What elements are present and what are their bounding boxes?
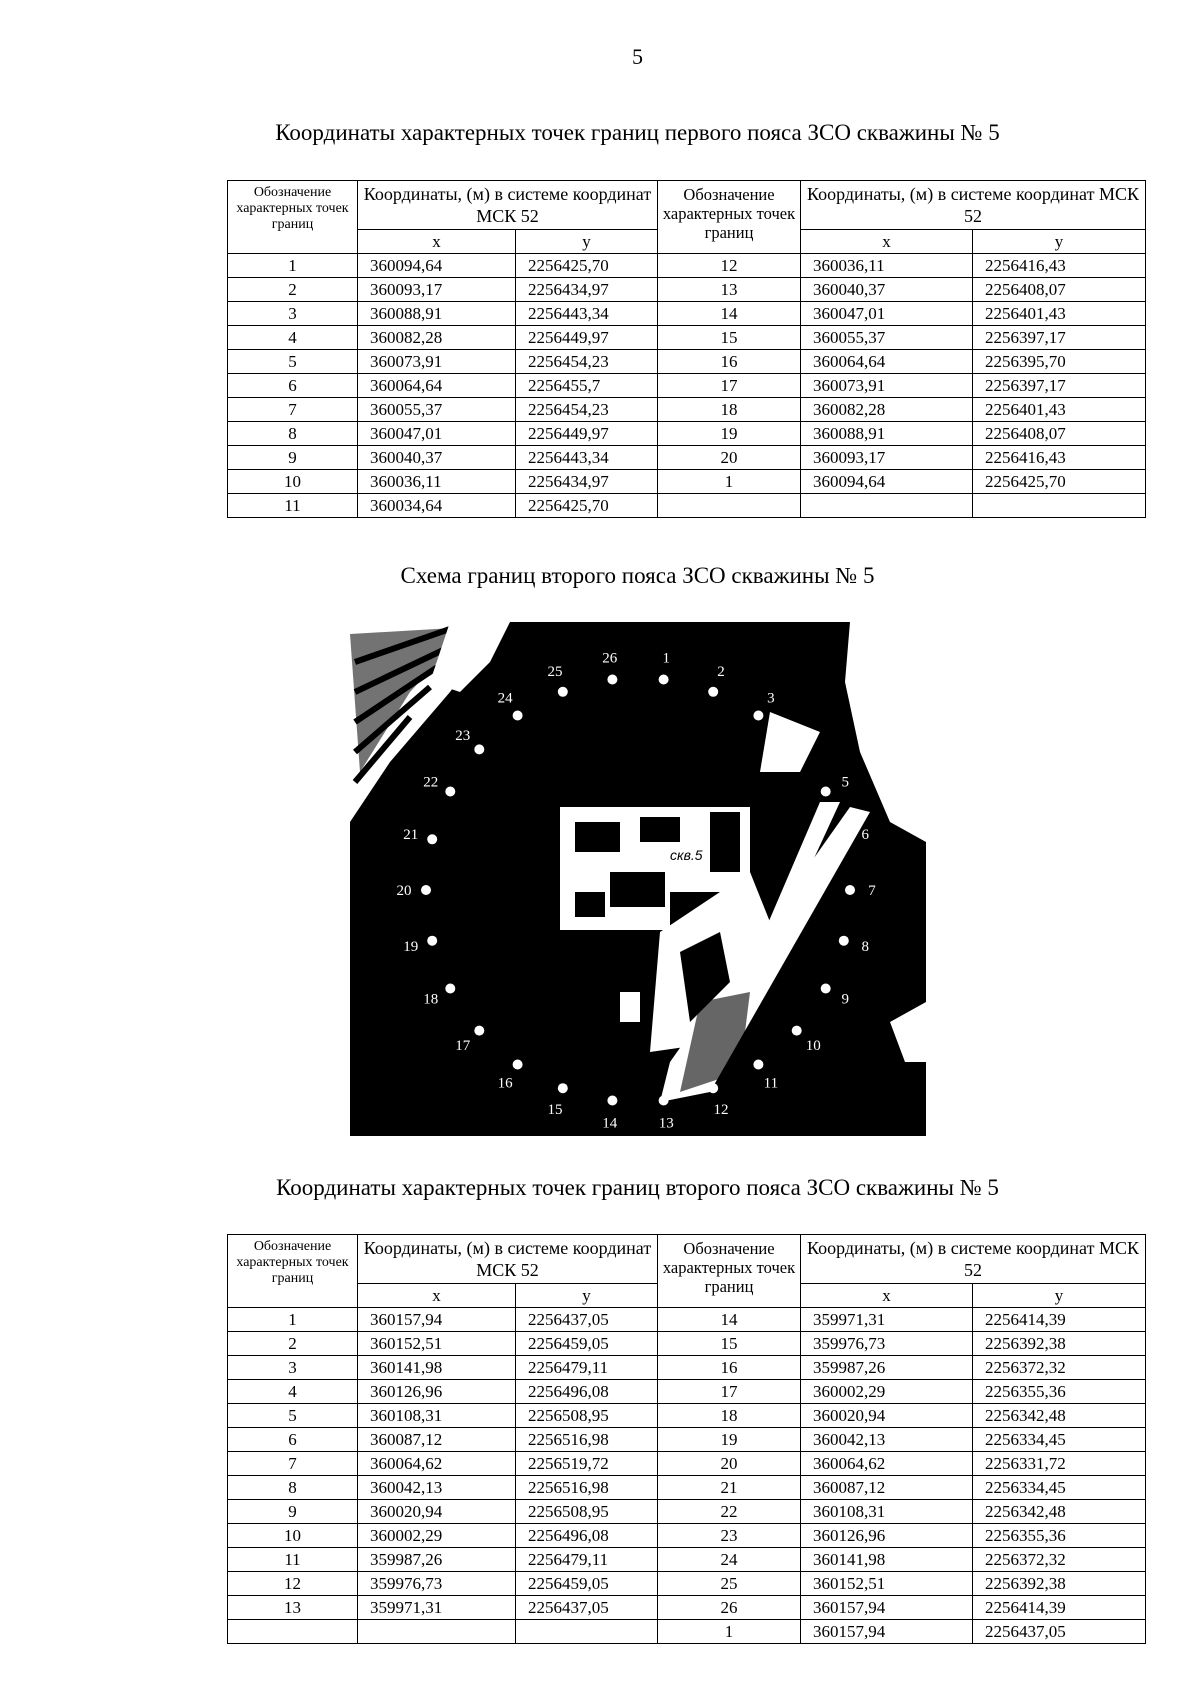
boundary-point-label: 14 bbox=[602, 1115, 618, 1132]
y-value: 2256449,97 bbox=[516, 326, 658, 350]
x-value: 360055,37 bbox=[801, 326, 973, 350]
point-number: 10 bbox=[228, 1524, 358, 1548]
point-number: 16 bbox=[658, 350, 801, 374]
terrain-patch bbox=[890, 1002, 926, 1062]
y-value: 2256443,34 bbox=[516, 302, 658, 326]
point-number: 22 bbox=[658, 1500, 801, 1524]
y-value: 2256434,97 bbox=[516, 470, 658, 494]
x-value: 360141,98 bbox=[801, 1548, 973, 1572]
x-value: 359971,31 bbox=[801, 1308, 973, 1332]
x-value: 360020,94 bbox=[801, 1404, 973, 1428]
y-value: 2256519,72 bbox=[516, 1452, 658, 1476]
boundary-point bbox=[839, 834, 849, 844]
zone-boundary-scheme bbox=[350, 622, 926, 1136]
point-number bbox=[228, 1620, 358, 1644]
y-value: 2256454,23 bbox=[516, 350, 658, 374]
second-zone-coordinates-table bbox=[227, 1234, 1146, 1644]
point-number: 12 bbox=[228, 1572, 358, 1596]
x-value: 360047,01 bbox=[358, 422, 516, 446]
x-value: 360064,64 bbox=[358, 374, 516, 398]
y-value: 2256416,43 bbox=[973, 446, 1146, 470]
boundary-point-label: 22 bbox=[423, 774, 439, 791]
table-row bbox=[228, 494, 1146, 518]
x-value: 359987,26 bbox=[801, 1356, 973, 1380]
table-row bbox=[228, 350, 1146, 374]
boundary-point bbox=[474, 744, 484, 754]
point-number: 21 bbox=[658, 1476, 801, 1500]
table-row bbox=[228, 302, 1146, 326]
boundary-point-label: 25 bbox=[547, 664, 563, 681]
y-value: 2256437,05 bbox=[516, 1596, 658, 1620]
y-value: 2256425,70 bbox=[973, 470, 1146, 494]
boundary-point-label: 10 bbox=[805, 1038, 821, 1055]
point-number: 6 bbox=[228, 374, 358, 398]
boundary-point-label: 20 bbox=[396, 883, 412, 899]
y-value: 2256392,38 bbox=[973, 1332, 1146, 1356]
coords-header: Координаты, (м) в системе координат МСК 52 bbox=[801, 181, 1146, 230]
y-value: 2256516,98 bbox=[516, 1428, 658, 1452]
y-value: 2256434,97 bbox=[516, 278, 658, 302]
x-value: 360088,91 bbox=[358, 302, 516, 326]
point-number: 4 bbox=[228, 326, 358, 350]
x-value: 360093,17 bbox=[358, 278, 516, 302]
point-number: 17 bbox=[658, 1380, 801, 1404]
x-value: 360082,28 bbox=[801, 398, 973, 422]
boundary-point-label: 1 bbox=[662, 650, 670, 667]
boundary-point-label: 8 bbox=[861, 939, 869, 955]
point-number: 26 bbox=[658, 1596, 801, 1620]
y-value: 2256334,45 bbox=[973, 1428, 1146, 1452]
table-row bbox=[228, 1596, 1146, 1620]
y-value: 2256408,07 bbox=[973, 278, 1146, 302]
point-number: 12 bbox=[658, 254, 801, 278]
building-detail bbox=[610, 872, 665, 907]
y-value: 2256355,36 bbox=[973, 1524, 1146, 1548]
boundary-point bbox=[708, 1083, 718, 1093]
boundary-point bbox=[607, 675, 617, 685]
point-number: 19 bbox=[658, 1428, 801, 1452]
boundary-point bbox=[421, 885, 431, 895]
x-value: 360087,12 bbox=[358, 1428, 516, 1452]
point-number: 20 bbox=[658, 446, 801, 470]
y-value: 2256397,17 bbox=[973, 326, 1146, 350]
x-header: x bbox=[801, 1284, 973, 1308]
boundary-point-label: 18 bbox=[423, 991, 439, 1008]
x-value: 360157,94 bbox=[801, 1596, 973, 1620]
boundary-point bbox=[445, 984, 455, 994]
table-row bbox=[228, 326, 1146, 350]
x-value: 360152,51 bbox=[801, 1572, 973, 1596]
x-value: 360126,96 bbox=[801, 1524, 973, 1548]
y-value: 2256455,7 bbox=[516, 374, 658, 398]
point-number: 25 bbox=[658, 1572, 801, 1596]
y-value: 2256425,70 bbox=[516, 494, 658, 518]
x-value: 360073,91 bbox=[801, 374, 973, 398]
x-header: x bbox=[358, 1284, 516, 1308]
point-number: 8 bbox=[228, 1476, 358, 1500]
boundary-point bbox=[708, 687, 718, 697]
x-value: 360082,28 bbox=[358, 326, 516, 350]
x-value: 360064,62 bbox=[358, 1452, 516, 1476]
page-number: 5 bbox=[632, 44, 643, 69]
y-value: 2256331,72 bbox=[973, 1452, 1146, 1476]
x-value: 360152,51 bbox=[358, 1332, 516, 1356]
boundary-point bbox=[427, 834, 437, 844]
point-number: 2 bbox=[228, 1332, 358, 1356]
x-value: 360073,91 bbox=[358, 350, 516, 374]
first-zone-coordinates-table bbox=[227, 180, 1146, 518]
y-value: 2256414,39 bbox=[973, 1308, 1146, 1332]
x-value: 359987,26 bbox=[358, 1548, 516, 1572]
point-number: 11 bbox=[228, 1548, 358, 1572]
y-value: 2256459,05 bbox=[516, 1332, 658, 1356]
second-zone-title: Координаты характерных точек границ второго пояса ЗСО скважины № 5 bbox=[276, 1175, 999, 1200]
table-row bbox=[228, 1524, 1146, 1548]
point-number: 9 bbox=[228, 1500, 358, 1524]
y-value: 2256414,39 bbox=[973, 1596, 1146, 1620]
x-value: 360141,98 bbox=[358, 1356, 516, 1380]
table-row bbox=[228, 1356, 1146, 1380]
point-number: 19 bbox=[658, 422, 801, 446]
x-value: 359971,31 bbox=[358, 1596, 516, 1620]
x-value: 360047,01 bbox=[801, 302, 973, 326]
y-value: 2256401,43 bbox=[973, 302, 1146, 326]
point-number: 9 bbox=[228, 446, 358, 470]
x-value: 360157,94 bbox=[801, 1620, 973, 1644]
y-value bbox=[516, 1620, 658, 1644]
point-number: 11 bbox=[228, 494, 358, 518]
y-value: 2256479,11 bbox=[516, 1356, 658, 1380]
point-number: 15 bbox=[658, 326, 801, 350]
y-value: 2256516,98 bbox=[516, 1476, 658, 1500]
point-number: 15 bbox=[658, 1332, 801, 1356]
y-value: 2256342,48 bbox=[973, 1404, 1146, 1428]
table-row bbox=[228, 1548, 1146, 1572]
boundary-point-label: 4 bbox=[809, 727, 817, 744]
boundary-point bbox=[445, 787, 455, 797]
boundary-point-label: 12 bbox=[713, 1101, 729, 1118]
y-value: 2256416,43 bbox=[973, 254, 1146, 278]
boundary-point bbox=[792, 744, 802, 754]
boundary-point-label: 5 bbox=[841, 774, 849, 791]
x-value: 360126,96 bbox=[358, 1380, 516, 1404]
boundary-point-label: 16 bbox=[497, 1075, 513, 1092]
x-value: 360064,62 bbox=[801, 1452, 973, 1476]
point-number: 13 bbox=[228, 1596, 358, 1620]
point-number: 5 bbox=[228, 1404, 358, 1428]
table-row bbox=[228, 1332, 1146, 1356]
x-value: 360108,31 bbox=[801, 1500, 973, 1524]
boundary-point-label: 7 bbox=[868, 883, 876, 899]
table-row bbox=[228, 1380, 1146, 1404]
y-value: 2256401,43 bbox=[973, 398, 1146, 422]
building-detail bbox=[575, 822, 620, 852]
point-number: 20 bbox=[658, 1452, 801, 1476]
x-value: 359976,73 bbox=[358, 1572, 516, 1596]
boundary-point bbox=[821, 984, 831, 994]
point-number: 3 bbox=[228, 302, 358, 326]
x-value: 360036,11 bbox=[801, 254, 973, 278]
point-number: 17 bbox=[658, 374, 801, 398]
boundary-point bbox=[839, 936, 849, 946]
y-value: 2256508,95 bbox=[516, 1500, 658, 1524]
y-value: 2256496,08 bbox=[516, 1380, 658, 1404]
boundary-point-label: 15 bbox=[547, 1101, 563, 1118]
x-value: 360094,64 bbox=[801, 470, 973, 494]
point-number: 14 bbox=[658, 1308, 801, 1332]
x-value: 360087,12 bbox=[801, 1476, 973, 1500]
boundary-point-label: 9 bbox=[841, 991, 849, 1008]
first-zone-title: Координаты характерных точек границ первого пояса ЗСО скважины № 5 bbox=[275, 120, 1000, 145]
boundary-point bbox=[474, 1026, 484, 1036]
x-header: x bbox=[358, 230, 516, 254]
building-detail bbox=[640, 817, 680, 842]
x-value: 359976,73 bbox=[801, 1332, 973, 1356]
boundary-point-label: 19 bbox=[403, 939, 419, 955]
coords-header: Координаты, (м) в системе координат МСК 52 bbox=[358, 1235, 658, 1284]
point-number: 6 bbox=[228, 1428, 358, 1452]
x-value: 360042,13 bbox=[801, 1428, 973, 1452]
scheme-title: Схема границ второго пояса ЗСО скважины № 5 bbox=[400, 563, 875, 588]
x-value: 360040,37 bbox=[801, 278, 973, 302]
y-header: y bbox=[973, 1284, 1146, 1308]
table-row bbox=[228, 278, 1146, 302]
designation-header: Обозначение характерных точек границ bbox=[658, 1235, 801, 1308]
boundary-point-label: 21 bbox=[403, 827, 419, 843]
boundary-point bbox=[753, 1060, 763, 1070]
point-number: 1 bbox=[228, 1308, 358, 1332]
y-value: 2256437,05 bbox=[516, 1308, 658, 1332]
building-detail bbox=[620, 992, 640, 1022]
y-value: 2256454,23 bbox=[516, 398, 658, 422]
y-value: 2256372,32 bbox=[973, 1356, 1146, 1380]
point-number: 1 bbox=[228, 254, 358, 278]
boundary-point bbox=[513, 1060, 523, 1070]
point-number: 4 bbox=[228, 1380, 358, 1404]
y-value: 2256425,70 bbox=[516, 254, 658, 278]
boundary-point bbox=[558, 1083, 568, 1093]
y-value: 2256496,08 bbox=[516, 1524, 658, 1548]
table-row bbox=[228, 1620, 1146, 1644]
point-number: 7 bbox=[228, 1452, 358, 1476]
first-zone-table-body bbox=[228, 181, 1146, 518]
table-row bbox=[228, 1428, 1146, 1452]
boundary-point-label: 6 bbox=[861, 827, 869, 843]
boundary-point bbox=[558, 687, 568, 697]
boundary-point bbox=[659, 675, 669, 685]
table-row bbox=[228, 1308, 1146, 1332]
boundary-point bbox=[845, 885, 855, 895]
coords-header: Координаты, (м) в системе координат МСК 52 bbox=[801, 1235, 1146, 1284]
point-number: 2 bbox=[228, 278, 358, 302]
point-number: 13 bbox=[658, 278, 801, 302]
x-value: 360036,11 bbox=[358, 470, 516, 494]
y-value: 2256392,38 bbox=[973, 1572, 1146, 1596]
boundary-point-label: 23 bbox=[455, 727, 471, 744]
boundary-point bbox=[659, 1096, 669, 1106]
point-number: 14 bbox=[658, 302, 801, 326]
boundary-point-label: 3 bbox=[767, 690, 775, 707]
y-value: 2256342,48 bbox=[973, 1500, 1146, 1524]
point-number: 1 bbox=[658, 1620, 801, 1644]
y-value: 2256443,34 bbox=[516, 446, 658, 470]
building-detail bbox=[710, 812, 740, 872]
table-row bbox=[228, 254, 1146, 278]
y-value: 2256408,07 bbox=[973, 422, 1146, 446]
y-value: 2256449,97 bbox=[516, 422, 658, 446]
table-row bbox=[228, 422, 1146, 446]
table-row bbox=[228, 1572, 1146, 1596]
scheme-drawing bbox=[350, 622, 926, 1136]
y-value: 2256372,32 bbox=[973, 1548, 1146, 1572]
table-row bbox=[228, 374, 1146, 398]
x-header: x bbox=[801, 230, 973, 254]
point-number bbox=[658, 494, 801, 518]
boundary-point-label: 11 bbox=[763, 1075, 779, 1092]
x-value: 360108,31 bbox=[358, 1404, 516, 1428]
point-number: 1 bbox=[658, 470, 801, 494]
boundary-point bbox=[427, 936, 437, 946]
y-value bbox=[973, 494, 1146, 518]
y-value: 2256437,05 bbox=[973, 1620, 1146, 1644]
x-value: 360002,29 bbox=[801, 1380, 973, 1404]
designation-header: Обозначение характерных точек границ bbox=[228, 1235, 358, 1308]
boundary-point bbox=[753, 711, 763, 721]
table-row bbox=[228, 470, 1146, 494]
boundary-point-label: 17 bbox=[455, 1038, 471, 1055]
boundary-point bbox=[792, 1026, 802, 1036]
point-number: 24 bbox=[658, 1548, 801, 1572]
table-row bbox=[228, 1500, 1146, 1524]
point-number: 7 bbox=[228, 398, 358, 422]
x-value: 360040,37 bbox=[358, 446, 516, 470]
point-number: 16 bbox=[658, 1356, 801, 1380]
table-row bbox=[228, 398, 1146, 422]
point-number: 5 bbox=[228, 350, 358, 374]
boundary-point-label: 26 bbox=[602, 650, 618, 667]
table-row bbox=[228, 1452, 1146, 1476]
x-value: 360064,64 bbox=[801, 350, 973, 374]
x-value: 360020,94 bbox=[358, 1500, 516, 1524]
boundary-point bbox=[821, 787, 831, 797]
y-header: y bbox=[973, 230, 1146, 254]
boundary-point-label: 2 bbox=[717, 664, 725, 681]
boundary-point bbox=[607, 1096, 617, 1106]
boundary-point bbox=[513, 711, 523, 721]
y-value: 2256459,05 bbox=[516, 1572, 658, 1596]
point-number: 3 bbox=[228, 1356, 358, 1380]
y-value: 2256397,17 bbox=[973, 374, 1146, 398]
table-row bbox=[228, 446, 1146, 470]
second-zone-table-body bbox=[228, 1235, 1146, 1644]
designation-header: Обозначение характерных точек границ bbox=[228, 181, 358, 254]
y-value: 2256479,11 bbox=[516, 1548, 658, 1572]
x-value: 360042,13 bbox=[358, 1476, 516, 1500]
x-value: 360157,94 bbox=[358, 1308, 516, 1332]
y-value: 2256334,45 bbox=[973, 1476, 1146, 1500]
x-value bbox=[358, 1620, 516, 1644]
y-header: y bbox=[516, 1284, 658, 1308]
x-value: 360088,91 bbox=[801, 422, 973, 446]
x-value: 360055,37 bbox=[358, 398, 516, 422]
y-value: 2256508,95 bbox=[516, 1404, 658, 1428]
x-value: 360093,17 bbox=[801, 446, 973, 470]
well-label: скв.5 bbox=[670, 847, 703, 863]
table-row bbox=[228, 1476, 1146, 1500]
x-value: 360094,64 bbox=[358, 254, 516, 278]
table-row bbox=[228, 1404, 1146, 1428]
y-value: 2256355,36 bbox=[973, 1380, 1146, 1404]
point-number: 18 bbox=[658, 1404, 801, 1428]
point-number: 18 bbox=[658, 398, 801, 422]
y-header: y bbox=[516, 230, 658, 254]
x-value bbox=[801, 494, 973, 518]
x-value: 360034,64 bbox=[358, 494, 516, 518]
x-value: 360002,29 bbox=[358, 1524, 516, 1548]
boundary-point-label: 13 bbox=[658, 1115, 674, 1132]
coords-header: Координаты, (м) в системе координат МСК 52 bbox=[358, 181, 658, 230]
y-value: 2256395,70 bbox=[973, 350, 1146, 374]
boundary-point-label: 24 bbox=[497, 690, 513, 707]
point-number: 23 bbox=[658, 1524, 801, 1548]
building-detail bbox=[575, 892, 605, 917]
point-number: 10 bbox=[228, 470, 358, 494]
point-number: 8 bbox=[228, 422, 358, 446]
designation-header: Обозначение характерных точек границ bbox=[658, 181, 801, 254]
